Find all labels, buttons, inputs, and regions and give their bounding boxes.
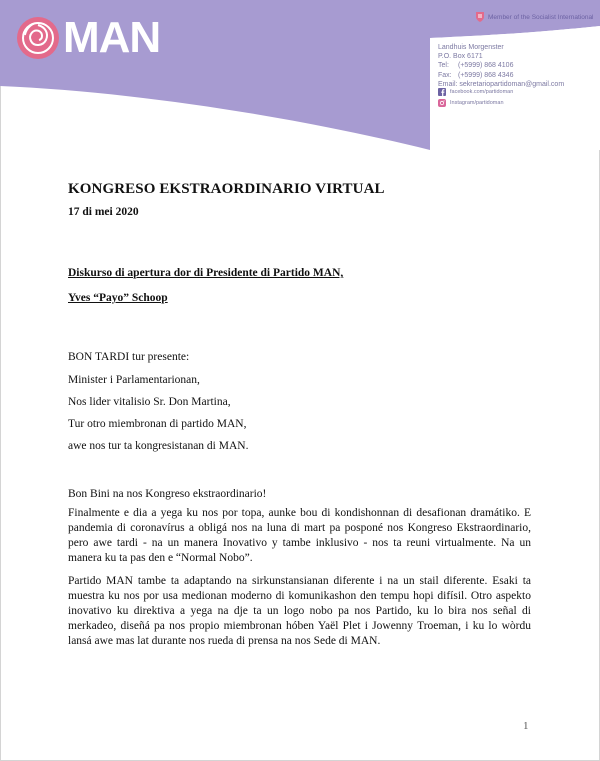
greeting-line: Nos lider vitalisio Sr. Don Martina, bbox=[68, 396, 231, 408]
facebook-link[interactable]: facebook.com/partidoman bbox=[450, 88, 514, 95]
document-date: 17 di mei 2020 bbox=[68, 206, 139, 218]
social-links bbox=[438, 86, 513, 108]
si-shield-icon bbox=[475, 11, 485, 23]
address-line-2: P.O. Box 6171 bbox=[438, 53, 483, 61]
socialist-international-badge bbox=[475, 11, 594, 23]
phone-row bbox=[438, 61, 564, 70]
welcome-line: Bon Bini na nos Kongreso ekstraordinario! bbox=[68, 488, 267, 500]
document-title: KONGRESO EKSTRAORDINARIO VIRTUAL bbox=[68, 181, 385, 197]
greeting-line: Tur otro miembronan di partido MAN, bbox=[68, 418, 247, 430]
greeting-line: BON TARDI tur presente: bbox=[68, 351, 190, 363]
fax-value: (+5999) 868 4346 bbox=[458, 71, 514, 79]
email-line: Email: sekretariopartidoman@gmail.com bbox=[438, 80, 565, 88]
si-member-text: Member of the Socialist International bbox=[488, 13, 594, 21]
speech-subheading: Diskurso di apertura dor di Presidente di Partido MAN, bbox=[68, 267, 344, 279]
page-number: 1 bbox=[523, 720, 529, 732]
phone-value: (+5999) 868 4106 bbox=[458, 62, 514, 70]
address-line-1: Landhuis Morgenster bbox=[438, 44, 504, 51]
body-paragraph-1: Finalmente e dia a yega ku nos por topa, aunke bou di kondishonnan di desafionan dramátiko. E pandemia di coronavírus a obligá nos na luna di mart pa posponé nos Kongreso Ekstraordinario, pero awe tardi - na un manera Inovativo y tambe inklusivo - nos ta reuni virtualmente. Na un manera ku ta pas den e “Normal Nobo”. bbox=[68, 507, 531, 564]
instagram-link[interactable]: Instagram/partidoman bbox=[450, 99, 504, 106]
facebook-row bbox=[438, 86, 513, 97]
greeting-line: awe nos tur ta kongresistanan di MAN. bbox=[68, 440, 249, 452]
contact-block bbox=[438, 43, 564, 89]
letterhead bbox=[0, 0, 600, 150]
speaker-name: Yves “Payo” Schoop bbox=[68, 292, 168, 304]
fax-row bbox=[438, 71, 564, 80]
fax-label: Fax: bbox=[438, 71, 452, 79]
facebook-icon bbox=[438, 88, 446, 96]
rose-logo-icon bbox=[15, 15, 61, 61]
logo-text: MAN bbox=[63, 13, 161, 62]
instagram-row bbox=[438, 97, 513, 108]
phone-label: Tel: bbox=[438, 62, 449, 70]
body-paragraph-2: Partido MAN tambe ta adaptando na sirkunstansianan diferente i na un stail diferente. Esaki ta muestra ku nos por usa medionan moderno di komunikashon den tempu hopi difísil. Otro aspekto inovativo ku direktiva a yega na dje ta un logo nobo pa nos Partido, ku lo bira nos señal di merkadeo, diseñá pa nos propio miembronan hóben Yaël Plet i Jowenny Troeman, i ku lo wòrdu lansá awe mas lat durante nos rueda di prensa na nos Sede di MAN. bbox=[68, 575, 531, 647]
party-logo bbox=[15, 14, 160, 62]
instagram-icon bbox=[438, 99, 446, 107]
greeting-line: Minister i Parlamentarionan, bbox=[68, 374, 200, 386]
